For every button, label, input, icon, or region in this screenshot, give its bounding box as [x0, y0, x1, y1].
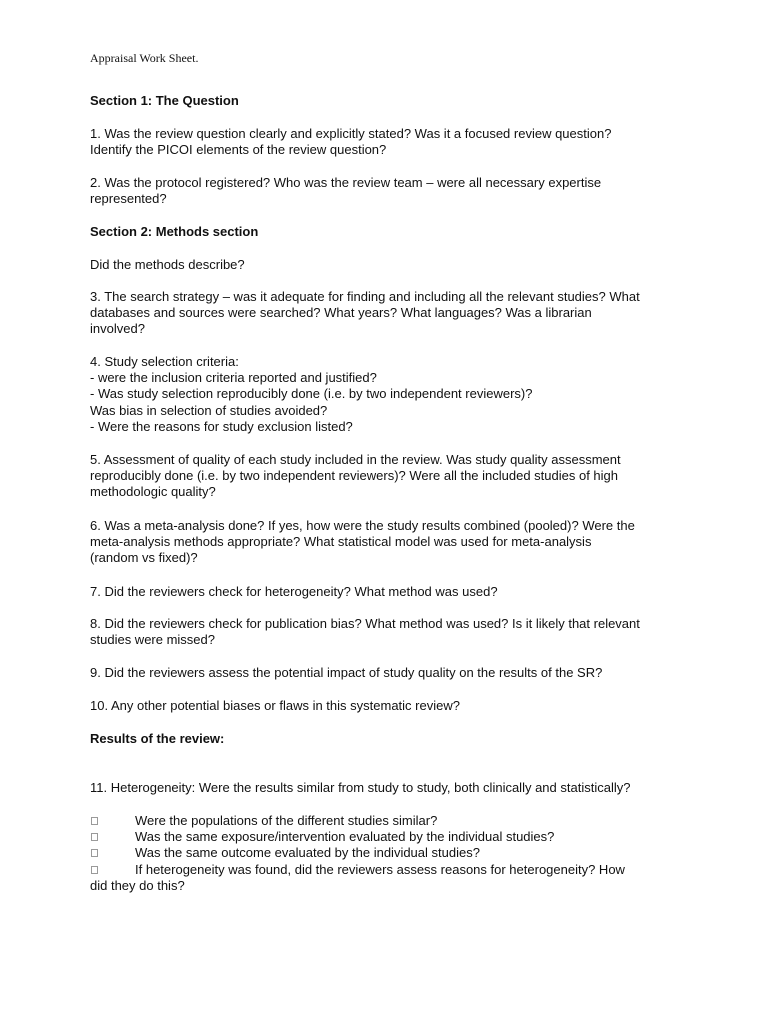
question-1	[90, 126, 710, 158]
question-6	[90, 518, 710, 567]
question-1-line-2: Identify the PICOI elements of the review question?	[90, 142, 387, 158]
question-8-line-1: 8. Did the reviewers check for publication bias? What method was used? Is it likely that relevant	[90, 616, 640, 631]
question-3	[90, 289, 710, 338]
question-3-line-3: involved?	[90, 321, 145, 337]
methods-intro: Did the methods describe?	[90, 257, 245, 272]
question-5-line-3: methodologic quality?	[90, 484, 216, 500]
checklist-item-label: Was the same outcome evaluated by the individual studies?	[135, 845, 480, 861]
checklist-item	[90, 829, 710, 845]
question-6-line-3: (random vs fixed)?	[90, 550, 198, 566]
question-10: 10. Any other potential biases or flaws in this systematic review?	[90, 698, 460, 713]
checklist-item	[90, 862, 710, 894]
checklist-item-label: Was the same exposure/intervention evaluated by the individual studies?	[135, 829, 555, 845]
question-5	[90, 452, 710, 501]
checkbox-icon	[91, 866, 98, 874]
question-6-line-2: meta-analysis methods appropriate? What statistical model was used for meta-analysis	[90, 534, 592, 550]
question-6-line-1: 6. Was a meta-analysis done? If yes, how were the study results combined (pooled)? Were the	[90, 518, 635, 533]
checkbox-icon	[91, 817, 98, 825]
checklist-item-label: If heterogeneity was found, did the reviewers assess reasons for heterogeneity? How	[135, 861, 625, 877]
question-3-line-2: databases and sources were searched? What years? What languages? Was a librarian	[90, 305, 592, 321]
question-8	[90, 616, 710, 648]
checklist-item	[90, 845, 710, 861]
heterogeneity-checklist	[90, 813, 710, 894]
checkbox-icon	[91, 833, 98, 841]
question-4-line-2: - were the inclusion criteria reported and justified?	[90, 370, 377, 386]
question-1-line-1: 1. Was the review question clearly and explicitly stated? Was it a focused review question?	[90, 126, 612, 141]
checklist-item-label: Were the populations of the different studies similar?	[135, 813, 438, 828]
question-4-line-3: - Was study selection reproducibly done (i.e. by two independent reviewers)?	[90, 386, 533, 402]
question-4	[90, 354, 710, 435]
checklist-item	[90, 813, 710, 829]
question-5-line-2: reproducibly done (i.e. by two independent reviewers)? Were all the included studies of high	[90, 468, 619, 484]
section-1-heading: Section 1: The Question	[90, 93, 239, 108]
checkbox-icon	[91, 849, 98, 857]
question-4-line-1: 4. Study selection criteria:	[90, 354, 239, 369]
question-4-line-4: Was bias in selection of studies avoided?	[90, 402, 328, 418]
section-2-heading: Section 2: Methods section	[90, 224, 259, 239]
question-9: 9. Did the reviewers assess the potential impact of study quality on the results of the SR?	[90, 665, 603, 680]
question-7: 7. Did the reviewers check for heterogeneity? What method was used?	[90, 584, 498, 599]
question-2-line-2: represented?	[90, 191, 167, 207]
document-title: Appraisal Work Sheet.	[90, 51, 199, 65]
results-heading: Results of the review:	[90, 731, 225, 746]
question-4-line-5: - Were the reasons for study exclusion listed?	[90, 418, 353, 434]
question-3-line-1: 3. The search strategy – was it adequate for finding and including all the relevant studies? What	[90, 289, 640, 304]
question-8-line-2: studies were missed?	[90, 632, 215, 648]
checklist-item-continuation: did they do this?	[90, 877, 185, 893]
question-5-line-1: 5. Assessment of quality of each study included in the review. Was study quality assessment	[90, 452, 621, 467]
question-2-line-1: 2. Was the protocol registered? Who was the review team – were all necessary expertise	[90, 175, 602, 190]
question-2	[90, 175, 710, 207]
question-11: 11. Heterogeneity: Were the results similar from study to study, both clinically and statistically?	[90, 780, 631, 795]
